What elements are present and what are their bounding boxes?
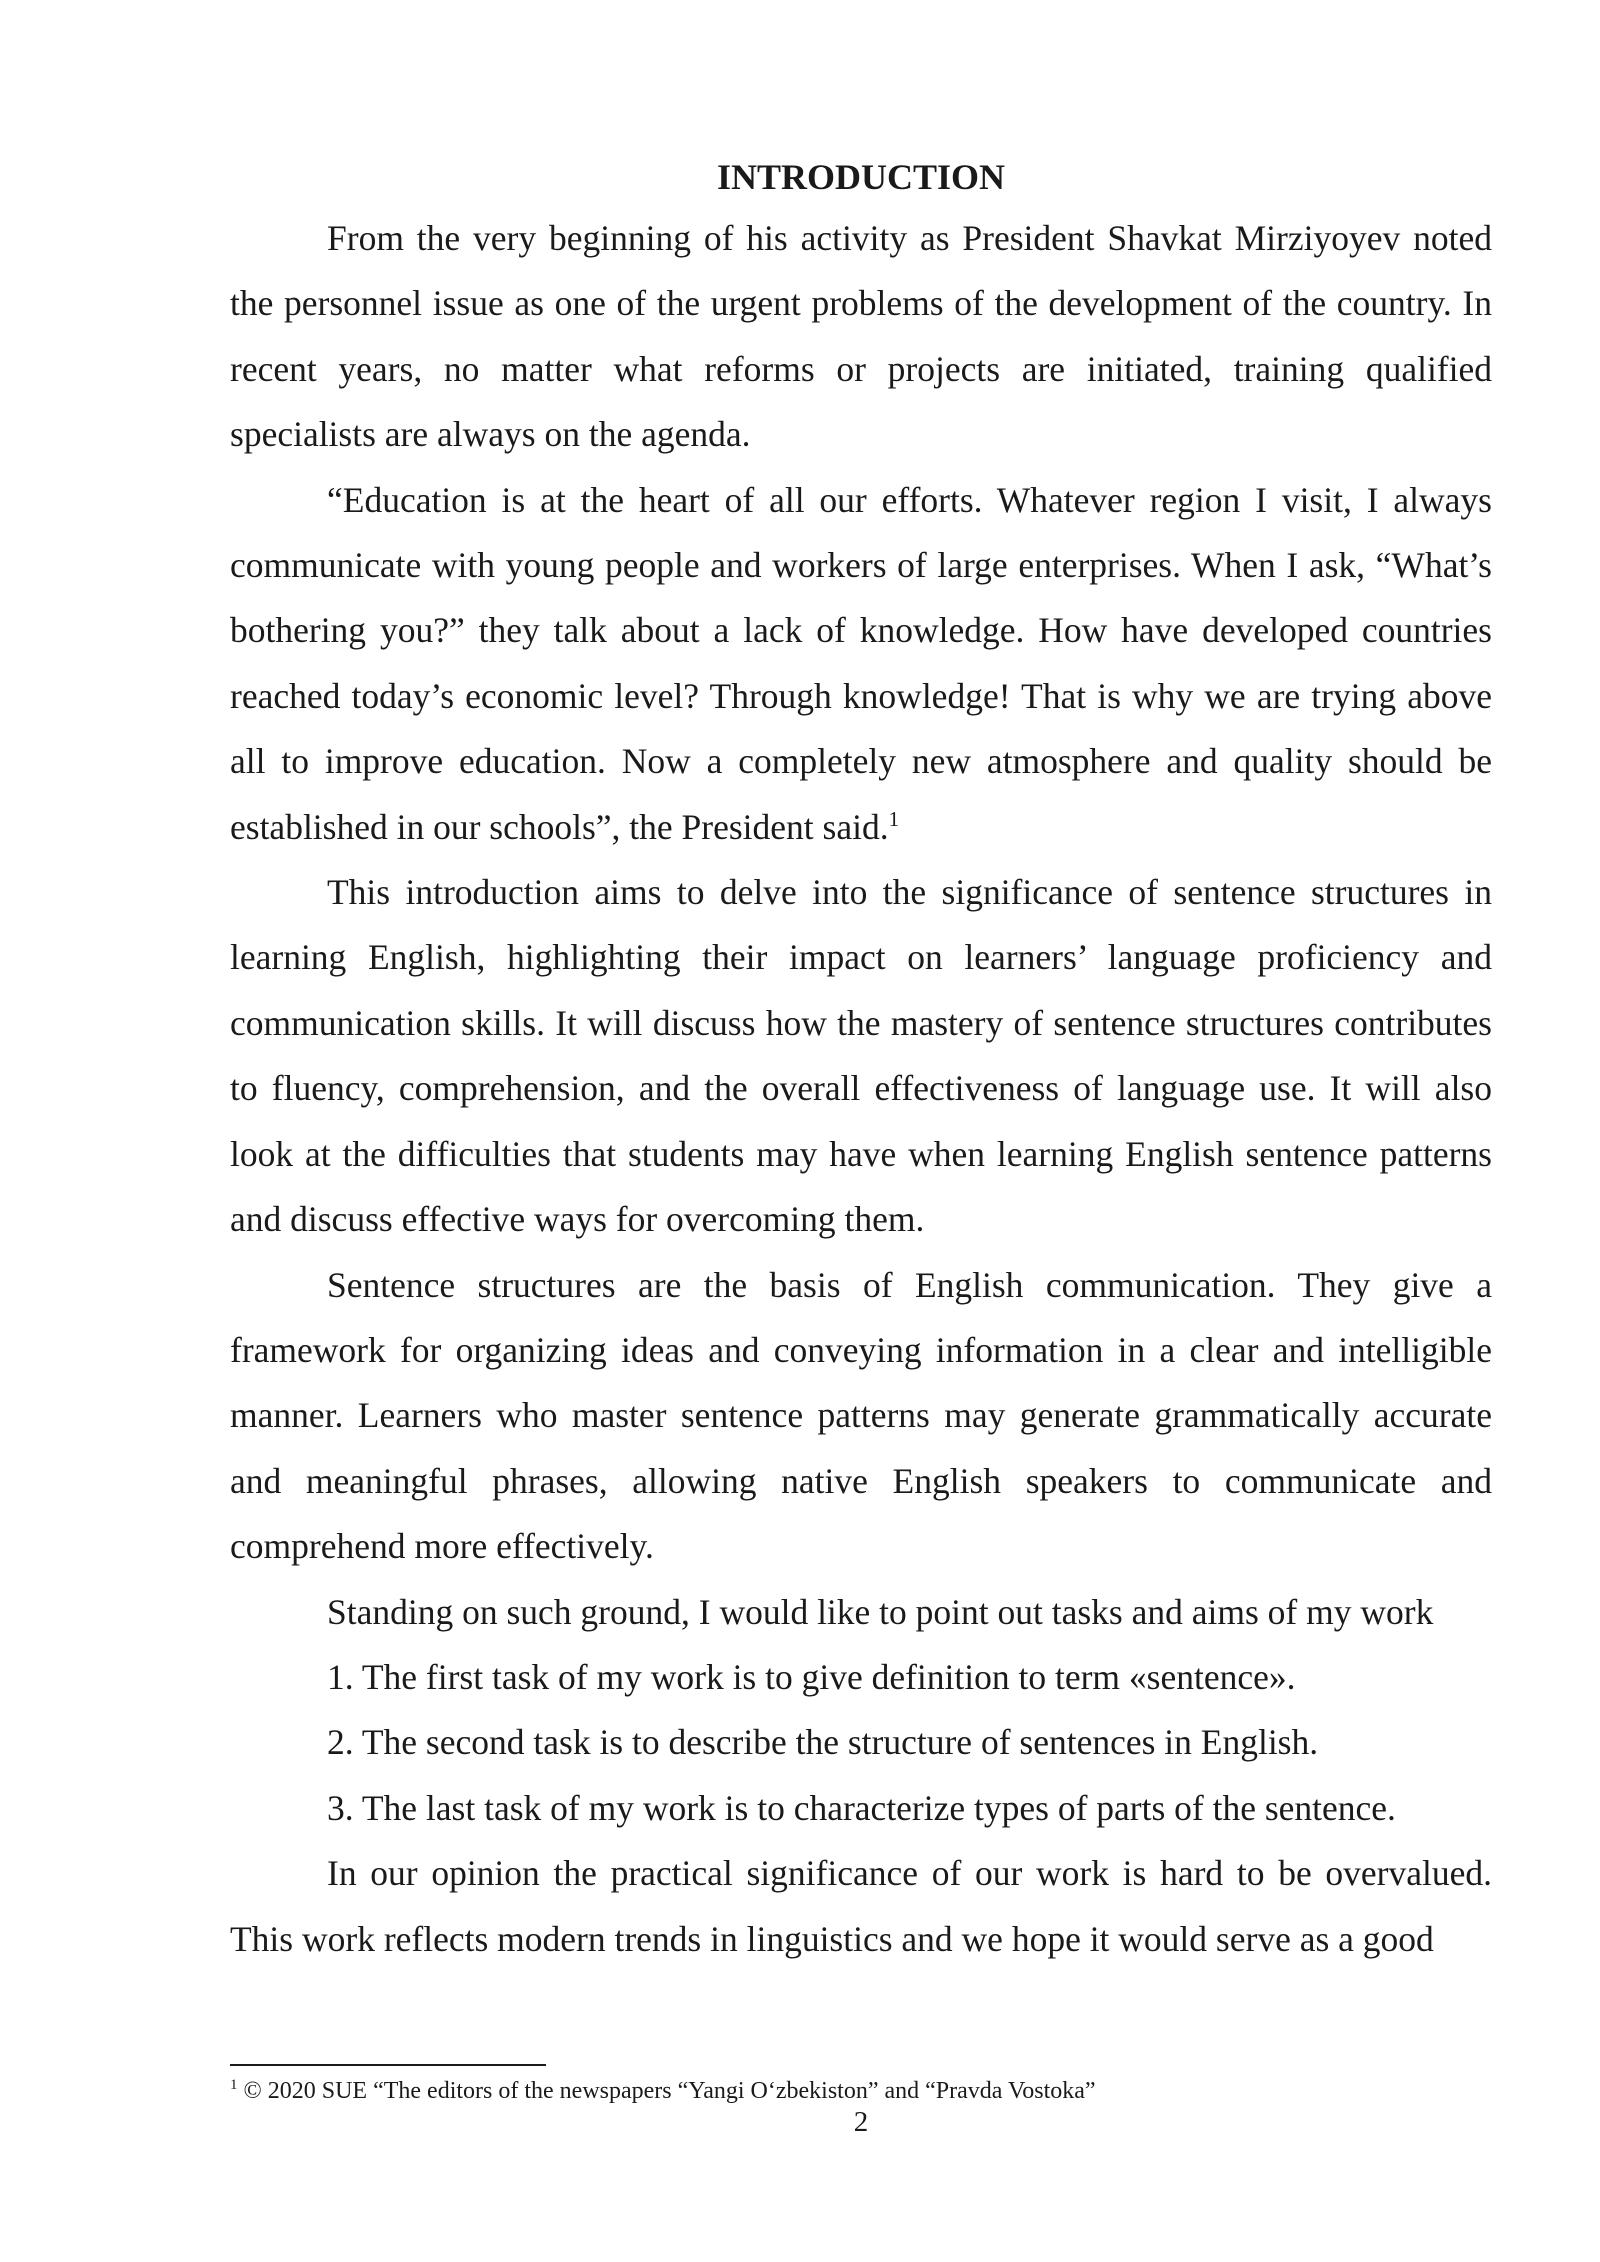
- paragraph-1: From the very beginning of his activity as President Shavkat Mirziyoyev noted the personnel issue as one of the urgent problems of the development of the country. In recent years, no matter what reforms or projects are initiated, training qualified specialists are always on the agenda.: [230, 218, 1492, 455]
- task-item-2: 2. The second task is to describe the structure of sentences in English.: [327, 1722, 1319, 1763]
- closing-paragraph: In our opinion the practical significance of our work is hard to be overvalued. This work reflects modern trends in linguistics and we hope it would serve as a good: [230, 1853, 1492, 1959]
- footnote-divider: [230, 2064, 546, 2066]
- footnote: [230, 2076, 1492, 2106]
- page-body: [230, 148, 1492, 1972]
- footnote-reference[interactable]: 1: [888, 806, 900, 831]
- page-number: 2: [853, 2106, 869, 2138]
- task-item-3: 3. The last task of my work is to characterize types of parts of the sentence.: [327, 1787, 1396, 1828]
- paragraph-3: This introduction aims to delve into the significance of sentence structures in learning English, highlighting their impact on learners’ language proficiency and communication skills. It will discuss how the mastery of sentence structures contributes to fluency, comprehension, and the overall effectiveness of language use. It will also look at the difficulties that students may have when learning English sentence patterns and discuss effective ways for overcoming them.: [230, 872, 1492, 1240]
- footnote-text: © 2020 SUE “The editors of the newspapers “Yangi O‘zbekiston” and “Pravda Vostoka”: [237, 2078, 1096, 2104]
- paragraph-5: Standing on such ground, I would like to point out tasks and aims of my work: [327, 1591, 1434, 1632]
- paragraph-2-text: “Education is at the heart of all our efforts. Whatever region I visit, I always communicate with young people and workers of large enterprises. When I ask, “What’s bothering you?” they talk about a lack of knowledge. How have developed countries reached today’s economic level? Through knowledge! That is why we are trying above all to improve education. Now a completely new atmosphere and quality should be established in our schools”, the President said.: [230, 479, 1492, 847]
- page-title: INTRODUCTION: [716, 157, 1006, 197]
- footnote-marker: 1: [230, 2077, 238, 2093]
- paragraph-4: Sentence structures are the basis of English communication. They give a framework for organizing ideas and conveying information in a clear and intelligible manner. Learners who master sentence patterns may generate grammatically accurate and meaningful phrases, allowing native English speakers to communicate and comprehend more effectively.: [230, 1264, 1492, 1567]
- task-item-1: 1. The first task of my work is to give definition to term «sentence».: [327, 1656, 1296, 1697]
- paragraph-2-quote: [230, 468, 1492, 860]
